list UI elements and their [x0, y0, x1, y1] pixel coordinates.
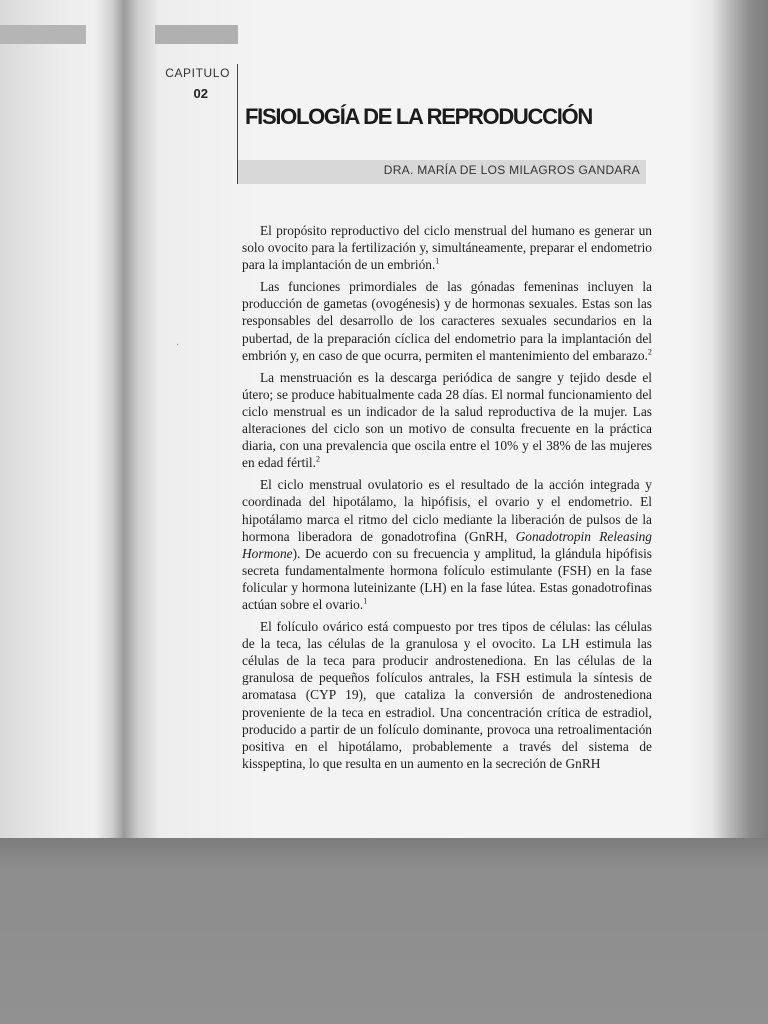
scan-speck: ·: [176, 340, 180, 351]
paragraph-text: La menstruación es la descarga periódica de sangre y tejido desde el útero; se produce habitualmente cada 28 días. El normal funcionamiento del ciclo menstrual es un indicador de la salud reproductiva de la mujer. Las alteraciones del ciclo son un motivo de consulta frecuente en la práctica diaria, con una prevalencia que oscila entre el 10% y el 38% de las mujeres en edad fértil.: [242, 369, 652, 471]
paragraph: [242, 369, 652, 472]
paragraph: [242, 476, 652, 613]
body-text: [242, 222, 652, 777]
paragraph-text: El folículo ovárico está compuesto por tres tipos de células: las células de la teca, las células de la granulosa y el ovocito. La LH estimula las células de la teca para producir androstenediona. En las células de la granulosa de pequeños folículos antrales, la FSH estimula la síntesis de aromatasa (CYP 19), que cataliza la conversión de androstenediona proveniente de la teca en estradiol. Una concentración crítica de estradiol, producido a partir de un folículo dominante, provoca una retroalimentación positiva en el hipotálamo, probablemente a través del sistema de kisspeptina, lo que resulta en un aumento en la secreción de GnRH: [242, 619, 652, 771]
author-name: DRA. MARÍA DE LOS MILAGROS GANDARA: [383, 163, 640, 177]
chapter-label: CAPITULO: [165, 66, 230, 80]
scan-background: [0, 838, 768, 1024]
italic-term: Gonadotropin Releasing Hormone: [242, 528, 653, 561]
citation-ref: 1: [363, 596, 368, 606]
author-banner: [238, 160, 646, 184]
citation-ref: 2: [315, 454, 320, 464]
paragraph-text: El propósito reproductivo del ciclo menstrual del humano es generar un solo ovocito para la fertilización y, simultáneamente, preparar el endometrio para la implantación de un embrión.: [242, 223, 652, 273]
paragraph: [242, 222, 652, 273]
header-band: [155, 25, 238, 44]
citation-ref: 2: [647, 347, 652, 357]
citation-ref: 1: [435, 256, 440, 266]
paragraph-text: El ciclo menstrual ovulatorio es el resultado de la acción integrada y coordinada del hipotálamo, la hipófisis, el ovario y el endometrio. El hipotálamo marca el ritmo del ciclo mediante la liberación de pulsos de la hormona liberadora de gonadotrofina (GnRH,: [242, 477, 652, 544]
paragraph-text: ). De acuerdo con su frecuencia y amplitud, la glándula hipófisis secreta fundamentalmente hormona folículo estimulante (FSH) en la fase folicular y hormona luteinizante (LH) en la fase lútea. Estas gonadotrofinas actúan sobre el ovario.: [242, 545, 652, 612]
chapter-title: FISIOLOGÍA DE LA REPRODUCCIÓN: [245, 104, 592, 129]
paragraph: [242, 618, 652, 772]
paragraph: [242, 278, 652, 363]
chapter-number: 02: [193, 86, 208, 101]
paragraph-text: Las funciones primordiales de las gónadas femeninas incluyen la producción de gametas (ovogénesis) y de hormonas sexuales. Estas son las responsables del desarrollo de los caracteres sexuales secundarios en la pubertad, de la preparación cíclica del endometrio para la implantación del embrión y, en caso de que ocurra, permiten el mantenimiento del embarazo.: [242, 279, 652, 363]
left-page-header-band: [0, 25, 86, 44]
